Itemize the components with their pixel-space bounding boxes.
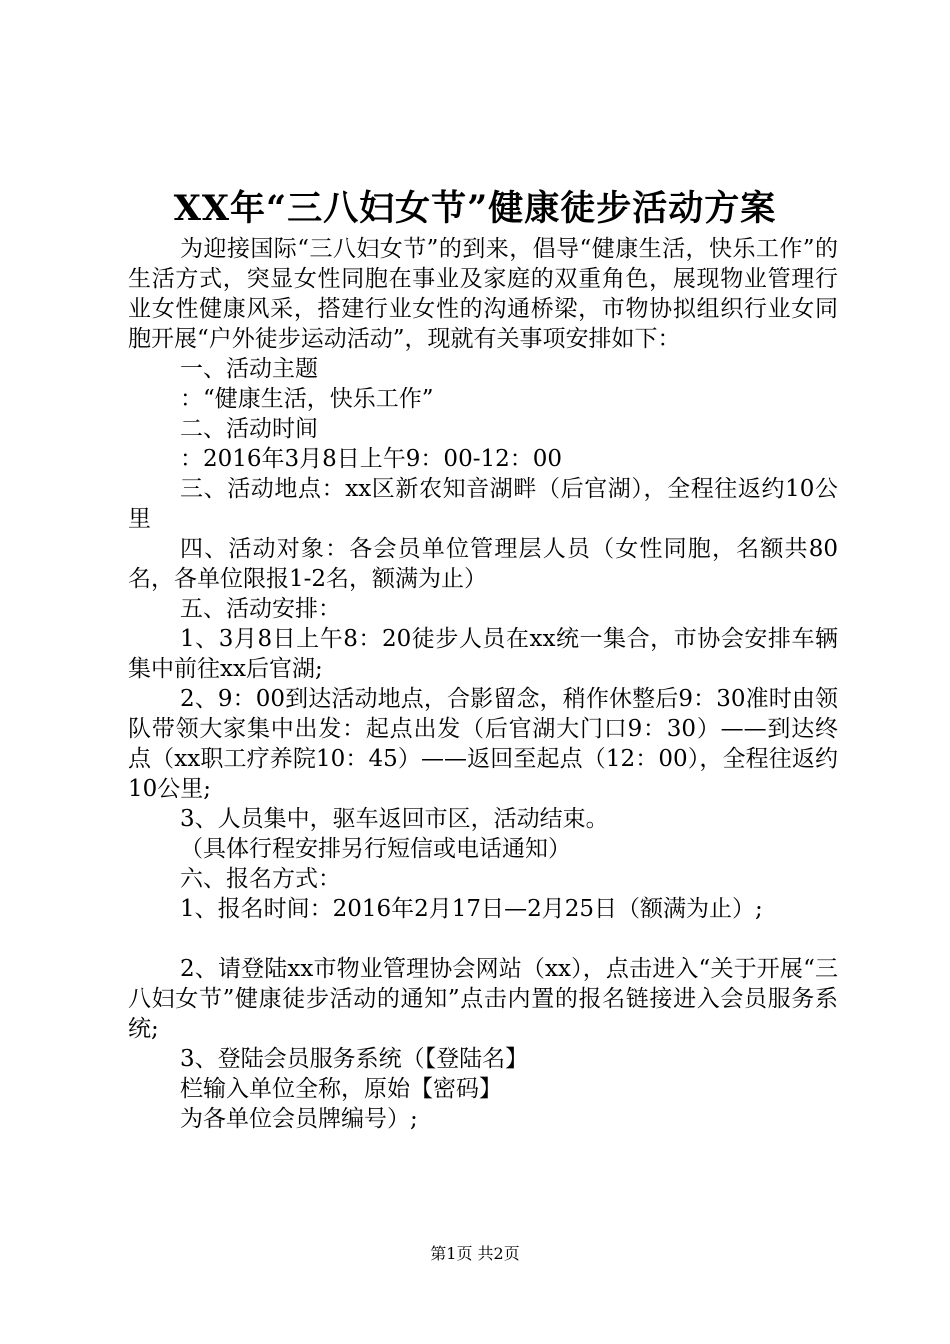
registration-item-3-line-1: 3、登陆会员服务系统（【登陆名】	[180, 1046, 529, 1072]
arrangement-item-2: 2、9：00到达活动地点，合影留念，稍作休整后9：30准时由领队带领大家集中出发：起点出发（后官湖大门口9：30）——到达终点（xx职工疗养院10：45）——返回至起点（12：00），全程往返约10公里;	[128, 686, 838, 802]
registration-item-2: 2、请登陆xx市物业管理协会网站（xx），点击进入“关于开展“三八妇女节”健康徒步活动的通知”点击内置的报名链接进入会员服务系统;	[128, 956, 838, 1042]
registration-item-3-line-2: 栏输入单位全称，原始【密码】	[180, 1076, 502, 1102]
section-heading-registration: 六、报名方式：	[180, 866, 341, 892]
section-heading-arrangement: 五、活动安排：	[180, 596, 341, 622]
document-title: XX年“三八妇女节”健康徒步活动方案	[173, 188, 777, 229]
intro-paragraph: 为迎接国际“三八妇女节”的到来，倡导“健康生活，快乐工作”的生活方式，突显女性同胞在事业及家庭的双重角色，展现物业管理行业女性健康风采，搭建行业女性的沟通桥梁，市物协拟组织行业女同胞开展“户外徒步运动活动”，现就有关事项安排如下：	[128, 236, 838, 352]
arrangement-note: （具体行程安排另行短信或电话通知）	[180, 836, 571, 862]
arrangement-item-3: 3、人员集中，驱车返回市区，活动结束。	[180, 806, 609, 832]
document-body	[128, 234, 838, 1134]
page-number-footer: 第1页 共2页	[430, 1244, 520, 1263]
section-location: 三、活动地点：xx区新农知音湖畔（后官湖），全程往返约10公里	[128, 476, 838, 532]
registration-item-3-line-3: 为各单位会员牌编号）;	[180, 1106, 418, 1132]
section-heading-time: 二、活动时间	[180, 416, 318, 442]
time-text: ：2016年3月8日上午9：00-12：00	[180, 446, 563, 472]
paragraph-gap	[128, 924, 838, 954]
section-heading-theme: 一、活动主题	[180, 356, 318, 382]
arrangement-item-1: 1、3月8日上午8：20徒步人员在xx统一集合，市协会安排车辆集中前往xx后官湖;	[128, 626, 838, 682]
registration-item-1: 1、报名时间：2016年2月17日—2月25日（额满为止）;	[180, 896, 763, 922]
theme-text: ：“健康生活，快乐工作”	[180, 386, 434, 412]
section-participants: 四、活动对象：各会员单位管理层人员（女性同胞，名额共80名，各单位限报1-2名，额满为止）	[128, 536, 838, 592]
